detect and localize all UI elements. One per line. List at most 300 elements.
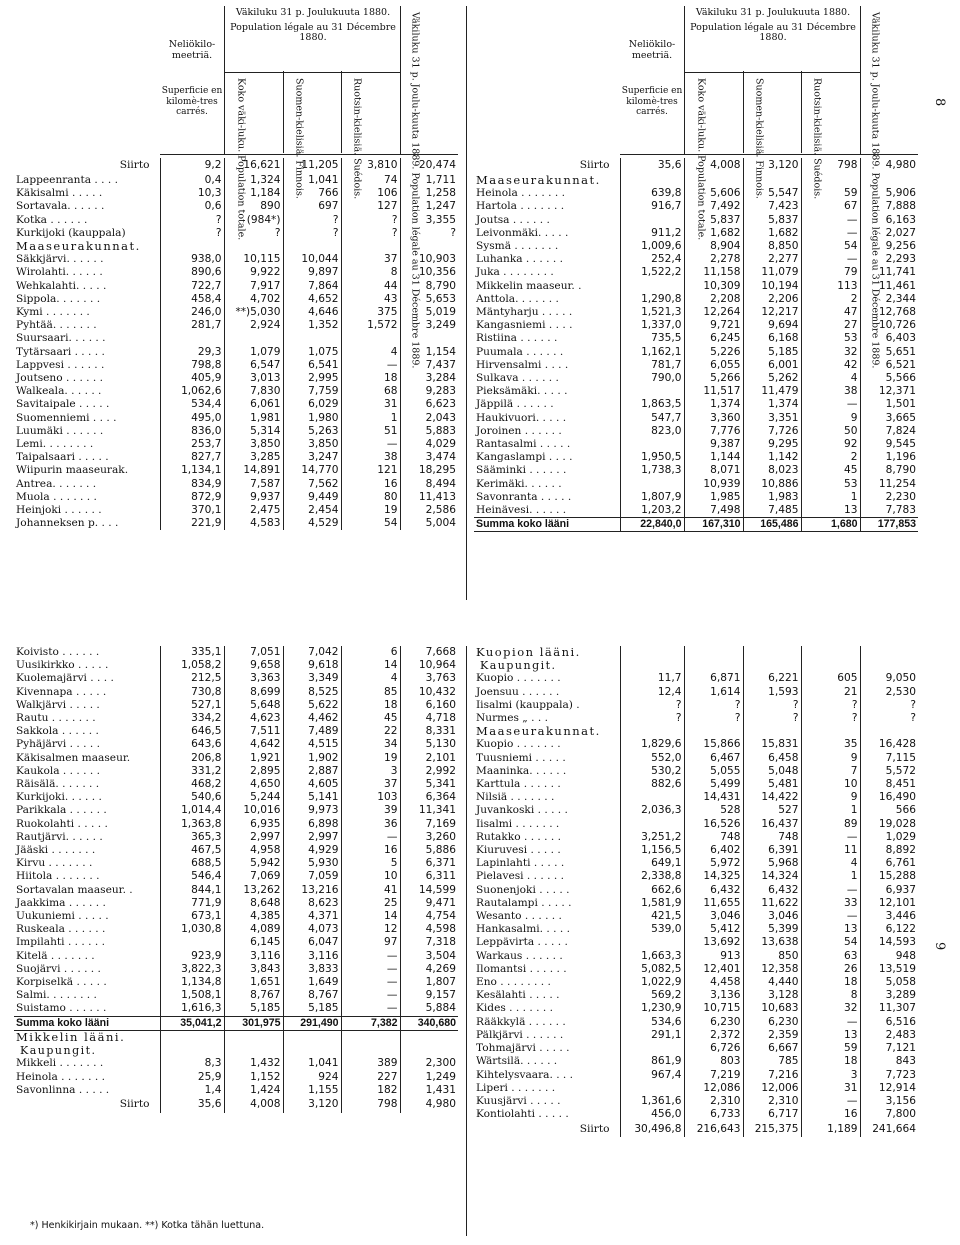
cell-f: 3,116 (283, 950, 341, 963)
cell-a: 1,337,0 (620, 319, 684, 332)
cell-t (684, 174, 743, 187)
cell-a: 834,9 (160, 478, 224, 491)
cell-s: 16 (801, 1108, 860, 1121)
cell-a: ? (620, 712, 684, 725)
row-label: Sysmä . . . . . . . (476, 240, 559, 253)
row-label: Siirto (579, 159, 610, 172)
top-left-table-wrap (14, 158, 458, 530)
cell-a: 1,162,1 (620, 346, 684, 359)
cell-s (341, 240, 400, 253)
cell-t: 1,324 (224, 174, 283, 187)
cell-s: 1 (801, 804, 860, 817)
table-row (474, 1055, 918, 1068)
table-row (474, 451, 918, 464)
row-label: Hartola . . . . . . . (476, 200, 565, 213)
cell-t (224, 1044, 283, 1057)
cell-f: 10,194 (743, 280, 801, 293)
cell-a: 861,9 (620, 1055, 684, 1068)
row-label: Leppävirta . . . . . (476, 936, 568, 949)
table-row (474, 319, 918, 332)
table-row (474, 672, 918, 685)
cell-s: — (801, 227, 860, 240)
cell-t: 3,360 (684, 412, 743, 425)
cell-t: 7,917 (224, 280, 283, 293)
cell-s: 8 (341, 266, 400, 279)
cell-a: 1,950,5 (620, 451, 684, 464)
cell-p: 10,726 (860, 319, 918, 332)
row-label: Wiipurin maaseurak. (16, 464, 129, 477)
row-label: Kontiolahti . . . . . (476, 1108, 569, 1121)
table-row (474, 699, 918, 712)
row-label: Kaupungit. (20, 1044, 97, 1058)
row-label: Kesälahti . . . . . (476, 989, 560, 1002)
cell-p (400, 1044, 458, 1057)
row-label: Karttula . . . . . . (476, 778, 561, 791)
cell-a: 212,5 (160, 672, 224, 685)
table-row (14, 1002, 458, 1016)
cell-f: ? (743, 699, 801, 712)
cell-s: 25 (341, 897, 400, 910)
cell-f (743, 174, 801, 187)
cell-t: 7,587 (224, 478, 283, 491)
table-row (14, 910, 458, 923)
cell-f: 11,479 (743, 385, 801, 398)
cell-s: 389 (341, 1057, 400, 1070)
cell-t: 6,547 (224, 359, 283, 372)
table-row (474, 870, 918, 883)
cell-a: 365,3 (160, 831, 224, 844)
cell-p: 2,530 (860, 686, 918, 699)
header-pop1880 (225, 6, 401, 73)
cell-f: 291,490 (283, 1016, 341, 1030)
cell-s: 18 (341, 372, 400, 385)
cell-s: — (801, 831, 860, 844)
cell-p: 2,992 (400, 765, 458, 778)
cell-f: 12,358 (743, 963, 801, 976)
table-row (474, 686, 918, 699)
cell-s: 45 (801, 464, 860, 477)
row-label: Rautu . . . . . . . (16, 712, 96, 725)
cell-f: 1,374 (743, 398, 801, 411)
row-label: Kaupungit. (480, 659, 557, 673)
cell-f: 2,310 (743, 1095, 801, 1108)
cell-s: 53 (801, 332, 860, 345)
cell-f: 215,375 (743, 1121, 801, 1137)
cell-p: 7,437 (400, 359, 458, 372)
cell-p: ? (400, 227, 458, 240)
cell-a (620, 725, 684, 738)
cell-a: 1,4 (160, 1084, 224, 1097)
cell-p: 6,160 (400, 699, 458, 712)
cell-p: 7,121 (860, 1042, 918, 1055)
table-row (474, 791, 918, 804)
table-row (14, 791, 458, 804)
cell-a: 890,6 (160, 266, 224, 279)
cell-a: 29,3 (160, 346, 224, 359)
cell-a: 246,0 (160, 306, 224, 319)
table-row (474, 857, 918, 870)
cell-a: 649,1 (620, 857, 684, 870)
cell-t: 5,837 (684, 214, 743, 227)
row-label: Kivennapa . . . . . (16, 685, 107, 698)
table-row (14, 659, 458, 672)
cell-s: 92 (801, 438, 860, 451)
cell-t: 6,733 (684, 1108, 743, 1121)
cell-s: 103 (341, 791, 400, 804)
table-row (14, 1071, 458, 1084)
cell-s: 4 (801, 372, 860, 385)
cell-t: 8,071 (684, 464, 743, 477)
cell-f: 766 (283, 187, 341, 200)
table-row (474, 725, 918, 738)
cell-s: — (341, 950, 400, 963)
cell-s: 375 (341, 306, 400, 319)
top-left-table (14, 158, 458, 530)
cell-a: 8,3 (160, 1057, 224, 1070)
cell-f: 3,349 (283, 672, 341, 685)
cell-p: 8,451 (860, 778, 918, 791)
cell-f: 1,075 (283, 346, 341, 359)
row-label: Savitaipale . . . . . (16, 398, 110, 411)
row-label: Suomenniemi . . . . (16, 411, 117, 424)
cell-p: 5,019 (400, 306, 458, 319)
cell-s: — (801, 214, 860, 227)
cell-p: 8,494 (400, 478, 458, 491)
header-col-fin-r: Suomen-kielisiä. Finnois. (753, 78, 765, 199)
table-row (474, 897, 918, 910)
cell-a: 639,8 (620, 187, 684, 200)
row-label: Rautalampi . . . . . (476, 896, 572, 909)
cell-s: — (341, 438, 400, 451)
row-label: Nurmes „ . . . (476, 712, 548, 725)
cell-p (400, 240, 458, 253)
cell-a: 569,2 (620, 989, 684, 1002)
cell-a: 421,5 (620, 910, 684, 923)
cell-t: 6,245 (684, 332, 743, 345)
cell-p: 566 (860, 804, 918, 817)
cell-p: 6,364 (400, 791, 458, 804)
cell-a: 370,1 (160, 504, 224, 517)
cell-f: 4,371 (283, 910, 341, 923)
cell-a: 938,0 (160, 253, 224, 266)
cell-s: 3,810 (341, 158, 400, 174)
row-label: Heinjoki . . . . . . (16, 504, 102, 517)
cell-p: 4,598 (400, 923, 458, 936)
cell-a (160, 1030, 224, 1044)
cell-t: 5,185 (224, 1002, 283, 1016)
cell-t: 5,412 (684, 923, 743, 936)
table-row (14, 464, 458, 477)
cell-a: 646,5 (160, 725, 224, 738)
cell-p: 7,169 (400, 818, 458, 831)
row-label: Maaninka. . . . . . (476, 764, 567, 777)
cell-a: 1,134,1 (160, 464, 224, 477)
table-row (474, 1042, 918, 1055)
cell-p: 3,763 (400, 672, 458, 685)
cell-a: 221,9 (160, 517, 224, 530)
row-label: Ruskeala . . . . . . (16, 923, 106, 936)
table-row (14, 831, 458, 844)
cell-t: 7,492 (684, 200, 743, 213)
cell-t: 9,387 (684, 438, 743, 451)
cell-t: 14,325 (684, 870, 743, 883)
cell-t (684, 646, 743, 659)
cell-t: 13,262 (224, 884, 283, 897)
header-area-fi-r: Neliökilo-meetriä. (628, 39, 676, 61)
cell-f: 8,023 (743, 464, 801, 477)
cell-p: 2,300 (400, 1057, 458, 1070)
cell-f: 9,449 (283, 491, 341, 504)
cell-t: 5,499 (684, 778, 743, 791)
cell-a: 688,5 (160, 857, 224, 870)
cell-t: 4,702 (224, 293, 283, 306)
cell-p: 20,474 (400, 158, 458, 174)
row-label: Wesanto . . . . . . (476, 910, 562, 923)
cell-p: 13,519 (860, 963, 918, 976)
header-col-total: Koko väki-luku. Population totale. (235, 78, 247, 241)
cell-f: 3,120 (283, 1097, 341, 1113)
row-label: Anttola. . . . . . . (476, 292, 559, 305)
cell-f: 5,185 (743, 346, 801, 359)
cell-f: 8,623 (283, 897, 341, 910)
cell-p: 7,115 (860, 752, 918, 765)
row-label: Pyhtää. . . . . . . (16, 319, 97, 332)
table-row (474, 923, 918, 936)
cell-s: 11 (801, 844, 860, 857)
cell-s: ? (341, 214, 400, 227)
cell-s: 54 (341, 517, 400, 530)
cell-a: 1,290,8 (620, 293, 684, 306)
cell-p (400, 1030, 458, 1044)
cell-p: 5,651 (860, 346, 918, 359)
cell-p: 14,593 (860, 936, 918, 949)
table-row (474, 752, 918, 765)
cell-p: 2,027 (860, 227, 918, 240)
cell-a: 334,2 (160, 712, 224, 725)
cell-t: 5,972 (684, 857, 743, 870)
cell-s: 19 (341, 752, 400, 765)
cell-s: 6 (341, 646, 400, 659)
cell-p: 1,807 (400, 976, 458, 989)
cell-f: 6,898 (283, 818, 341, 831)
cell-s: 34 (341, 738, 400, 751)
cell-s: 121 (341, 464, 400, 477)
cell-f: 4,605 (283, 778, 341, 791)
cell-f (283, 1030, 341, 1044)
cell-a: 467,5 (160, 844, 224, 857)
cell-t: 15,866 (684, 738, 743, 751)
row-label: Joensuu . . . . . . (476, 685, 560, 698)
table-row (474, 491, 918, 504)
cell-t: 3,363 (224, 672, 283, 685)
cell-s: 44 (341, 280, 400, 293)
cell-p: 18,295 (400, 464, 458, 477)
cell-t: 7,498 (684, 504, 743, 518)
cell-t: **)5,030 (224, 306, 283, 319)
table-row (474, 478, 918, 491)
cell-s: 32 (801, 346, 860, 359)
cell-p: 2,344 (860, 293, 918, 306)
cell-a: 1,663,3 (620, 950, 684, 963)
cell-f: 2,454 (283, 504, 341, 517)
cell-t: 216,643 (684, 1121, 743, 1137)
cell-a: 1,022,9 (620, 976, 684, 989)
cell-s: 79 (801, 266, 860, 279)
row-label: Parikkala . . . . . . (16, 804, 107, 817)
cell-p: 12,101 (860, 897, 918, 910)
cell-s: 97 (341, 936, 400, 949)
cell-f: ? (743, 712, 801, 725)
cell-a: 1,058,2 (160, 659, 224, 672)
cell-t (684, 725, 743, 738)
row-label: Taipalsaari . . . . . (16, 451, 109, 464)
cell-a: 534,4 (160, 398, 224, 411)
header-col-swe: Ruotsin-kielisiä. Suédois. (351, 78, 363, 200)
cell-f: 9,618 (283, 659, 341, 672)
cell-f: 1,980 (283, 412, 341, 425)
cell-f: 850 (743, 950, 801, 963)
cell-t: 5,606 (684, 187, 743, 200)
table-row (14, 412, 458, 425)
cell-s: 3 (341, 765, 400, 778)
cell-s: — (341, 1002, 400, 1016)
cell-f: 16,437 (743, 818, 801, 831)
cell-f: 697 (283, 200, 341, 213)
cell-a: 1,230,9 (620, 1002, 684, 1015)
cell-p: 6,311 (400, 870, 458, 883)
row-label: Räisälä. . . . . . . (16, 778, 100, 791)
cell-f: 7,216 (743, 1069, 801, 1082)
cell-t: 7,511 (224, 725, 283, 738)
row-label: Wirolahti. . . . . . (16, 266, 103, 279)
cell-a (620, 936, 684, 949)
cell-p: 5,883 (400, 425, 458, 438)
cell-t: 8,767 (224, 989, 283, 1002)
cell-f: 6,667 (743, 1042, 801, 1055)
table-row (474, 253, 918, 266)
table-row (14, 699, 458, 712)
row-label: Suistamo . . . . . . (16, 1002, 107, 1015)
table-row (474, 963, 918, 976)
table-row (14, 478, 458, 491)
cell-p: 4,718 (400, 712, 458, 725)
cell-p: 340,680 (400, 1016, 458, 1030)
cell-t: 2,208 (684, 293, 743, 306)
cell-a: 1,134,8 (160, 976, 224, 989)
top-right-table-wrap (474, 158, 918, 532)
cell-a: 882,6 (620, 778, 684, 791)
cell-p: 9,157 (400, 989, 458, 1002)
cell-s: 16 (341, 478, 400, 491)
cell-a: 539,0 (620, 923, 684, 936)
cell-a: 22,840,0 (620, 518, 684, 532)
table-row (14, 936, 458, 949)
cell-a (620, 818, 684, 831)
table-row (474, 765, 918, 778)
cell-s: ? (801, 699, 860, 712)
table-row (14, 398, 458, 411)
cell-a: 781,7 (620, 359, 684, 372)
row-label: Lapinlahti . . . . . (476, 857, 565, 870)
footnote: *) Henkikirjain mukaan. **) Kotka tähän luettuna. (30, 1220, 265, 1231)
row-label: Kymi . . . . . . . (16, 306, 90, 319)
table-row (14, 686, 458, 699)
cell-t: 3,013 (224, 372, 283, 385)
table-row (14, 240, 458, 253)
cell-s: 113 (801, 280, 860, 293)
cell-f: 6,168 (743, 332, 801, 345)
cell-t: 7,830 (224, 385, 283, 398)
cell-s (801, 174, 860, 187)
cell-t: 1,651 (224, 976, 283, 989)
cell-f: 3,351 (743, 412, 801, 425)
cell-t: 3,136 (684, 989, 743, 1002)
table-row (474, 464, 918, 477)
cell-p: 9,545 (860, 438, 918, 451)
row-label: Eno . . . . . . . . (476, 976, 551, 989)
cell-f: 15,831 (743, 738, 801, 751)
cell-f: 5,968 (743, 857, 801, 870)
row-label: Jääski . . . . . . . (16, 844, 96, 857)
row-label: Muola . . . . . . . (16, 490, 97, 503)
row-label: Kerimäki. . . . . . (476, 477, 562, 490)
cell-t: 7,219 (684, 1069, 743, 1082)
cell-t: 5,226 (684, 346, 743, 359)
cell-f: 5,399 (743, 923, 801, 936)
cell-p: 9,471 (400, 897, 458, 910)
table-row (14, 293, 458, 306)
cell-s: 1 (341, 412, 400, 425)
cell-p: 5,130 (400, 738, 458, 751)
row-label: Heinävesi. . . . . . (476, 504, 567, 517)
table-row (474, 989, 918, 1002)
cell-a: 916,7 (620, 200, 684, 213)
table-row (14, 870, 458, 883)
cell-t: 11,655 (684, 897, 743, 910)
table-row (14, 672, 458, 685)
row-label: Käkisalmen maaseur. (16, 751, 131, 764)
row-label: Maaseurakunnat. (16, 240, 141, 254)
bottom-right-table-wrap (474, 646, 918, 1137)
cell-a: 1,829,6 (620, 738, 684, 751)
cell-p: ? (860, 712, 918, 725)
cell-t: 2,372 (684, 1029, 743, 1042)
cell-p: 15,288 (860, 870, 918, 883)
cell-s: 50 (801, 425, 860, 438)
cell-f: 3,120 (743, 158, 801, 174)
row-label: Walkjärvi . . . . . (16, 698, 100, 711)
cell-p: 3,156 (860, 1095, 918, 1108)
table-row (14, 1084, 458, 1097)
cell-a: 281,7 (160, 319, 224, 332)
cell-a: 458,4 (160, 293, 224, 306)
cell-f: 1,649 (283, 976, 341, 989)
cell-t: 3,046 (684, 910, 743, 923)
table-row (14, 359, 458, 372)
cell-s: 45 (341, 712, 400, 725)
cell-s: 1,189 (801, 1121, 860, 1137)
row-label: Rääkkylä . . . . . . (476, 1015, 566, 1028)
cell-s (801, 725, 860, 738)
cell-a: 1,863,5 (620, 398, 684, 411)
table-row (14, 725, 458, 738)
row-label: Savonlinna . . . . . (16, 1083, 110, 1096)
cell-a: 30,496,8 (620, 1121, 684, 1137)
cell-t: 890 (224, 200, 283, 213)
row-label: Käkisalmi . . . . . (16, 187, 103, 200)
cell-s: 89 (801, 818, 860, 831)
row-label: Joroinen . . . . . . (476, 424, 562, 437)
